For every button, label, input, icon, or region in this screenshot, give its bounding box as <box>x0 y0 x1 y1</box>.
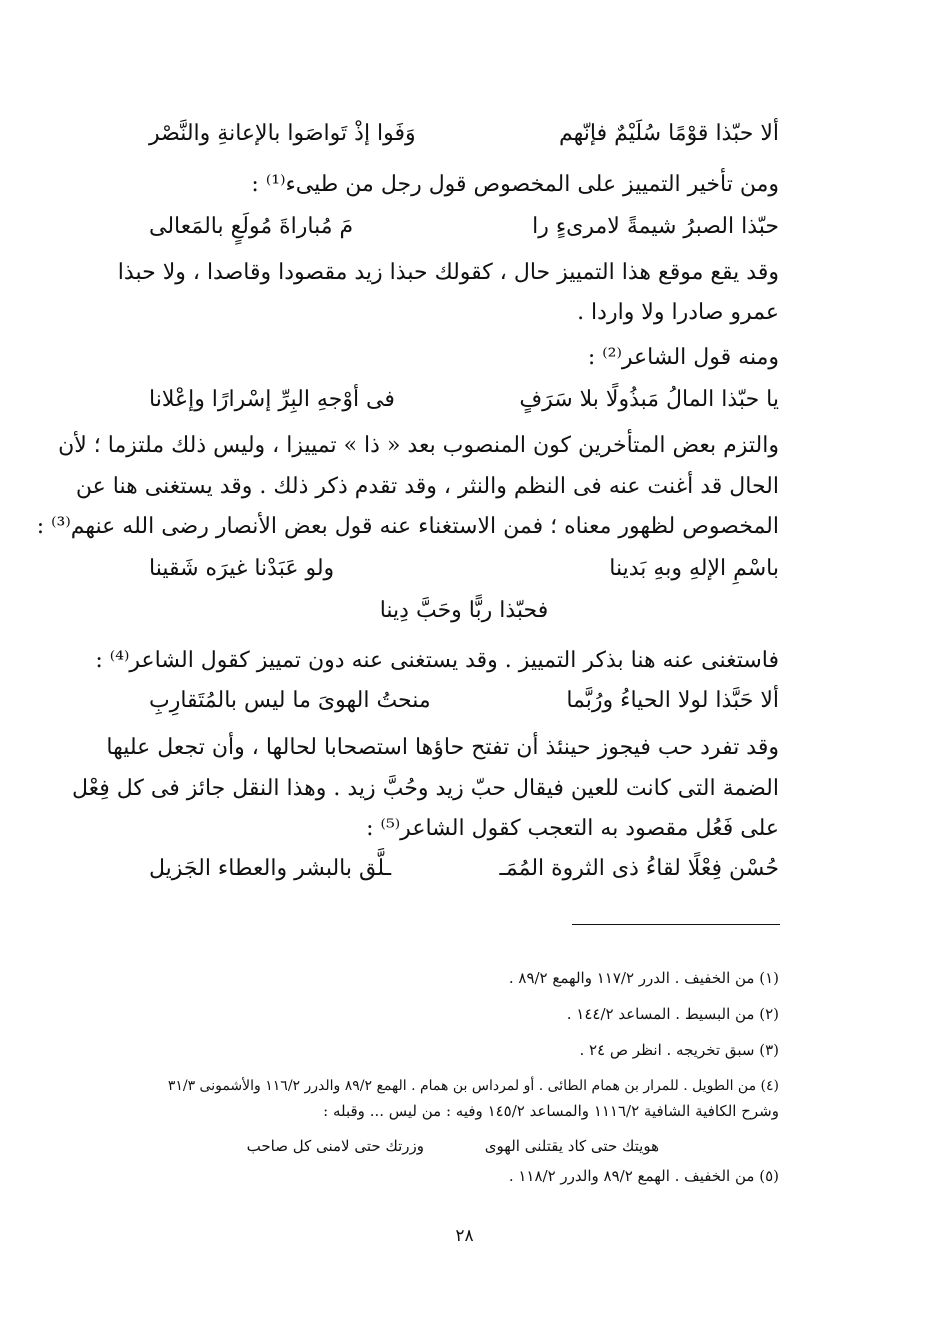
footnote-3: (٣) سبق تخريجه . انظر ص ٢٤ . <box>579 1041 779 1059</box>
intro-line-poet-1: ومن تأخير التمييز على المخصوص قول رجل من طيىء⁽¹⁾ : <box>251 172 779 197</box>
verse-4 <box>149 552 779 586</box>
verse-4-second-hemistich: ولو عَبَدْنا غيرَه شَقينا <box>149 556 335 581</box>
intro-line-poet-4: فاستغنى عنه هنا بذكر التمييز . وقد يستغنى عنه دون تمييز كقول الشاعر⁽⁴⁾ : <box>95 648 779 673</box>
footnote-4-continued: وشرح الكافية الشافية ١١١٦/٢ والمساعد ١٤٥/٢ وفيه : من ليس ... وقبله : <box>323 1102 779 1120</box>
paragraph-1-line-2: عمرو صادرا ولا واردا . <box>577 300 779 325</box>
paragraph-3-line-3: على فَعُل مقصود به التعجب كقول الشاعر⁽⁵⁾ : <box>366 816 779 841</box>
footnote-separator <box>572 924 780 925</box>
footnote-verse-second-hemistich: وزرتك حتى لامنى كل صاحب <box>246 1137 424 1155</box>
verse-1 <box>149 117 779 151</box>
verse-6-first-hemistich: حُسْن فِعْلًا لقاءُ ذى الثروة المُمَـ <box>499 856 779 881</box>
verse-6-second-hemistich: ـلَّق بالبشر والعطاء الجَزيل <box>149 856 392 881</box>
verse-2 <box>149 210 779 244</box>
verse-3-second-hemistich: فى أوْجهِ البِرِّ إسْرارًا وإعْلانا <box>149 387 395 412</box>
verse-4-first-hemistich: باسْمِ الإلهِ وبهِ بَدينا <box>609 556 779 581</box>
paragraph-2-line-2: الحال قد أغنت عنه فى النظم والنثر ، وقد تقدم ذكر ذلك . وقد يستغنى هنا عن <box>75 474 779 499</box>
verse-1-second-hemistich: وَفَوا إذْ تَواصَوا بالإعانةِ والنَّصْر <box>149 121 416 146</box>
paragraph-3-line-1: وقد تفرد حب فيجوز حينئذ أن تفتح حاؤها استصحابا لحالها ، وأن تجعل عليها <box>106 735 779 760</box>
verse-1-first-hemistich: ألا حبّذا قوْمًا سُلَيْمٌ فإنّهم <box>558 121 779 146</box>
verse-3 <box>149 383 779 417</box>
paragraph-3-line-2: الضمة التى كانت للعين فيقال حبّ زيد وحُبَّ زيد . وهذا النقل جائز فى كل فِعْل <box>71 776 779 801</box>
footnote-4: (٤) من الطويل . للمرار بن همام الطائى . أو لمرداس بن همام . الهمع ٨٩/٢ والدرر ١١٦/٢ والأشمونى ٣١/٣ <box>167 1078 779 1094</box>
paragraph-2-line-3: المخصوص لظهور معناه ؛ فمن الاستغناء عنه قول بعض الأنصار رضى الله عنهم⁽³⁾ : <box>36 514 779 539</box>
footnote-5: (٥) من الخفيف . الهمع ٨٩/٢ والدرر ١١٨/٢ . <box>508 1167 779 1185</box>
verse-2-second-hemistich: مَ مُباراةَ مُولَعٍ بالمَعالى <box>149 214 354 239</box>
intro-line-poet-2: ومنه قول الشاعر⁽²⁾ : <box>587 345 779 370</box>
paragraph-2-line-1: والتزم بعض المتأخرين كون المنصوب بعد « ذا » تمييزا ، وليس ذلك ملتزما ؛ لأن <box>58 433 779 458</box>
verse-4-third-part: فحبّذا ربًّا وحَبَّ دِينا <box>379 598 549 623</box>
footnote-2: (٢) من البسيط . المساعد ١٤٤/٢ . <box>566 1005 779 1023</box>
paragraph-1-line-1: وقد يقع موقع هذا التمييز حال ، كقولك حبذا زيد مقصودا وقاصدا ، ولا حبذا <box>117 260 779 285</box>
verse-5 <box>149 684 779 718</box>
verse-2-first-hemistich: حبّذا الصبرُ شيمةً لامرىءٍ را <box>532 214 779 239</box>
verse-4-continuation <box>149 594 779 628</box>
verse-5-second-hemistich: منحتُ الهوىَ ما ليس بالمُتَقارِبِ <box>149 688 431 713</box>
verse-6 <box>149 852 779 886</box>
footnote-1: (١) من الخفيف . الدرر ١١٧/٢ والهمع ٨٩/٢ . <box>508 969 779 987</box>
footnote-4-verse <box>149 1134 779 1158</box>
footnote-verse-first-hemistich: هويتك حتى كاد يقتلنى الهوى <box>484 1137 659 1155</box>
verse-5-first-hemistich: ألا حَبَّذا لولا الحياءُ ورُبَّما <box>566 688 779 713</box>
verse-3-first-hemistich: يا حبّذا المالُ مَبذُولًا بلا سَرَفٍ <box>519 387 779 412</box>
page-number: ٢٨ <box>455 1226 474 1246</box>
